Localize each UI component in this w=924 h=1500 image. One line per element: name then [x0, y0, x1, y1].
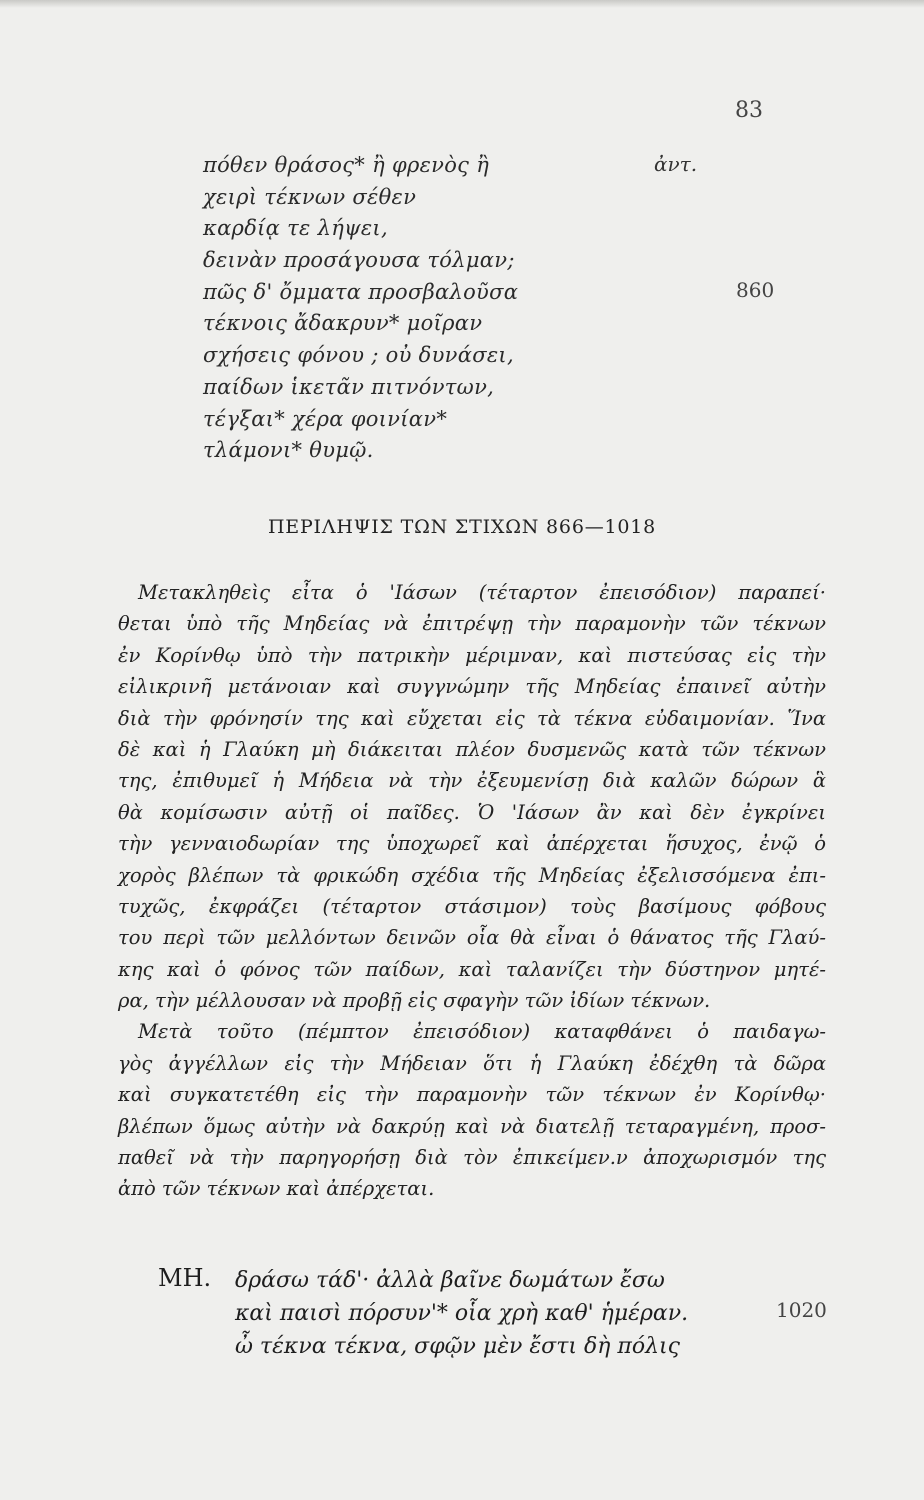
summary-line: θεται ὑπὸ τῆς Μηδείας νὰ ἐπιτρέψῃ τὴν παραμονὴν τῶν τέκνων: [118, 612, 826, 636]
dialogue-verse: [235, 1264, 688, 1363]
verse-line: πόθεν θράσος* ἢ φρενὸς ἢ: [203, 153, 490, 177]
page-number: 83: [735, 98, 763, 123]
verse-line: πῶς δ' ὄμματα προσβαλοῦσα: [203, 279, 519, 304]
verse-line: τλάμονι* θυμῷ.: [203, 438, 374, 463]
summary-line: δὲ καὶ ἡ Γλαύκη μὴ διάκειται πλέον δυσμενῶς κατὰ τῶν τέκνων: [118, 737, 826, 761]
summary-line: ἐν Κορίνθῳ ὑπὸ τὴν πατρικὴν μέριμναν, καὶ πιστεύσας εἰς τὴν: [118, 643, 826, 667]
dialogue-line: καὶ παισὶ πόρσυν'* οἷα χρὴ καθ' ἡμέραν.: [235, 1301, 689, 1326]
summary-line: ρα, τὴν μέλλουσαν νὰ προβῇ εἰς σφαγὴν τῶν ἰδίων τέκνων.: [118, 989, 711, 1013]
summary-line: θὰ κομίσωσιν αὐτῇ οἱ παῖδες. Ὁ 'Ιάσων ἂν καὶ δὲν ἐγκρίνει: [118, 800, 826, 824]
summary-line: κης καὶ ὁ φόνος τῶν παίδων, καὶ ταλανίζει τὴν δύστηνον μητέ-: [118, 957, 826, 981]
summary-line: παθεῖ νὰ τὴν παρηγορήσῃ διὰ τὸν ἐπικείμεν.ν ἀποχωρισμόν της: [118, 1146, 826, 1170]
verse-line: τέκνοις ἄδακρυν* μοῖραν: [203, 311, 483, 336]
dialogue-line: ὦ τέκνα τέκνα, σφῷν μὲν ἔστι δὴ πόλις: [235, 1334, 681, 1359]
summary-line: της, ἐπιθυμεῖ ἡ Μήδεια νὰ τὴν ἐξευμενίσῃ διὰ καλῶν δώρων ἃ: [118, 769, 826, 793]
speaker-label: ΜΗ.: [158, 1264, 212, 1292]
section-heading: ΠΕΡΙΛΗΨΙΣ ΤΩΝ ΣΤΙΧΩΝ 866—1018: [267, 516, 657, 538]
summary-line: τυχῶς, ἐκφράζει (τέταρτον στάσιμον) τοὺς βασίμους φόβους: [118, 894, 826, 918]
verse-line: δεινὰν προσάγουσα τόλμαν;: [203, 248, 515, 273]
summary-line: γὸς ἀγγέλλων εἰς τὴν Μήδειαν ὅτι ἡ Γλαύκη ἐδέχθη τὰ δῶρα: [118, 1051, 826, 1075]
verse-line: τέγξαι* χέρα φοινίαν*: [203, 406, 448, 431]
line-number-860: 860: [736, 278, 775, 302]
summary-line: βλέπων ὅμως αὐτὴν νὰ δακρύῃ καὶ νὰ διατελῇ τεταραγμένη, προσ-: [118, 1114, 826, 1138]
verse-line: σχήσεις φόνου ; οὐ δυνάσει,: [203, 343, 514, 368]
summary-line: Μετακληθεὶς εἶτα ὁ 'Ιάσων (τέταρτον ἐπεισόδιον) παραπεί·: [138, 581, 826, 604]
verse-line: χειρὶ τέκνων σέθεν: [203, 184, 417, 209]
summary-line: καὶ συγκατετέθη εἰς τὴν παραμονὴν τῶν τέκνων ἐν Κορίνθῳ·: [118, 1083, 826, 1107]
antistrophe-label: ἀντ.: [654, 152, 698, 176]
summary-line: τὴν γενναιοδωρίαν της ὑποχωρεῖ καὶ ἀπέρχεται ἥσυχος, ἐνῷ ὁ: [118, 832, 826, 856]
summary-line: διὰ τὴν φρόνησίν της καὶ εὔχεται εἰς τὰ τέκνα εὐδαιμονίαν. Ἵνα: [118, 706, 826, 730]
summary-line: εἰλικρινῆ μετάνοιαν καὶ συγγνώμην τῆς Μηδείας ἐπαινεῖ αὐτὴν: [118, 675, 826, 699]
summary-line: ἀπὸ τῶν τέκνων καὶ ἀπέρχεται.: [118, 1177, 435, 1201]
summary-line: Μετὰ τοῦτο (πέμπτον ἐπεισόδιον) καταφθάνει ὁ παιδαγω-: [138, 1020, 826, 1044]
scan-edge-shadow: [0, 0, 924, 8]
choral-verse: [203, 150, 518, 467]
summary-paragraphs: [118, 577, 826, 1205]
summary-line: χορὸς βλέπων τὰ φρικώδη σχέδια τῆς Μηδείας ἐξελισσόμενα ἐπι-: [118, 863, 826, 887]
line-number-1020: 1020: [776, 1298, 827, 1322]
verse-line: παίδων ἱκετᾶν πιτνόντων,: [203, 374, 495, 399]
verse-line: καρδίᾳ τε λήψει,: [203, 216, 388, 241]
summary-line: του περὶ τῶν μελλόντων δεινῶν οἷα θὰ εἶναι ὁ θάνατος τῆς Γλαύ-: [118, 926, 826, 950]
dialogue-line: δράσω τάδ'· ἀλλὰ βαῖνε δωμάτων ἔσω: [235, 1268, 665, 1293]
